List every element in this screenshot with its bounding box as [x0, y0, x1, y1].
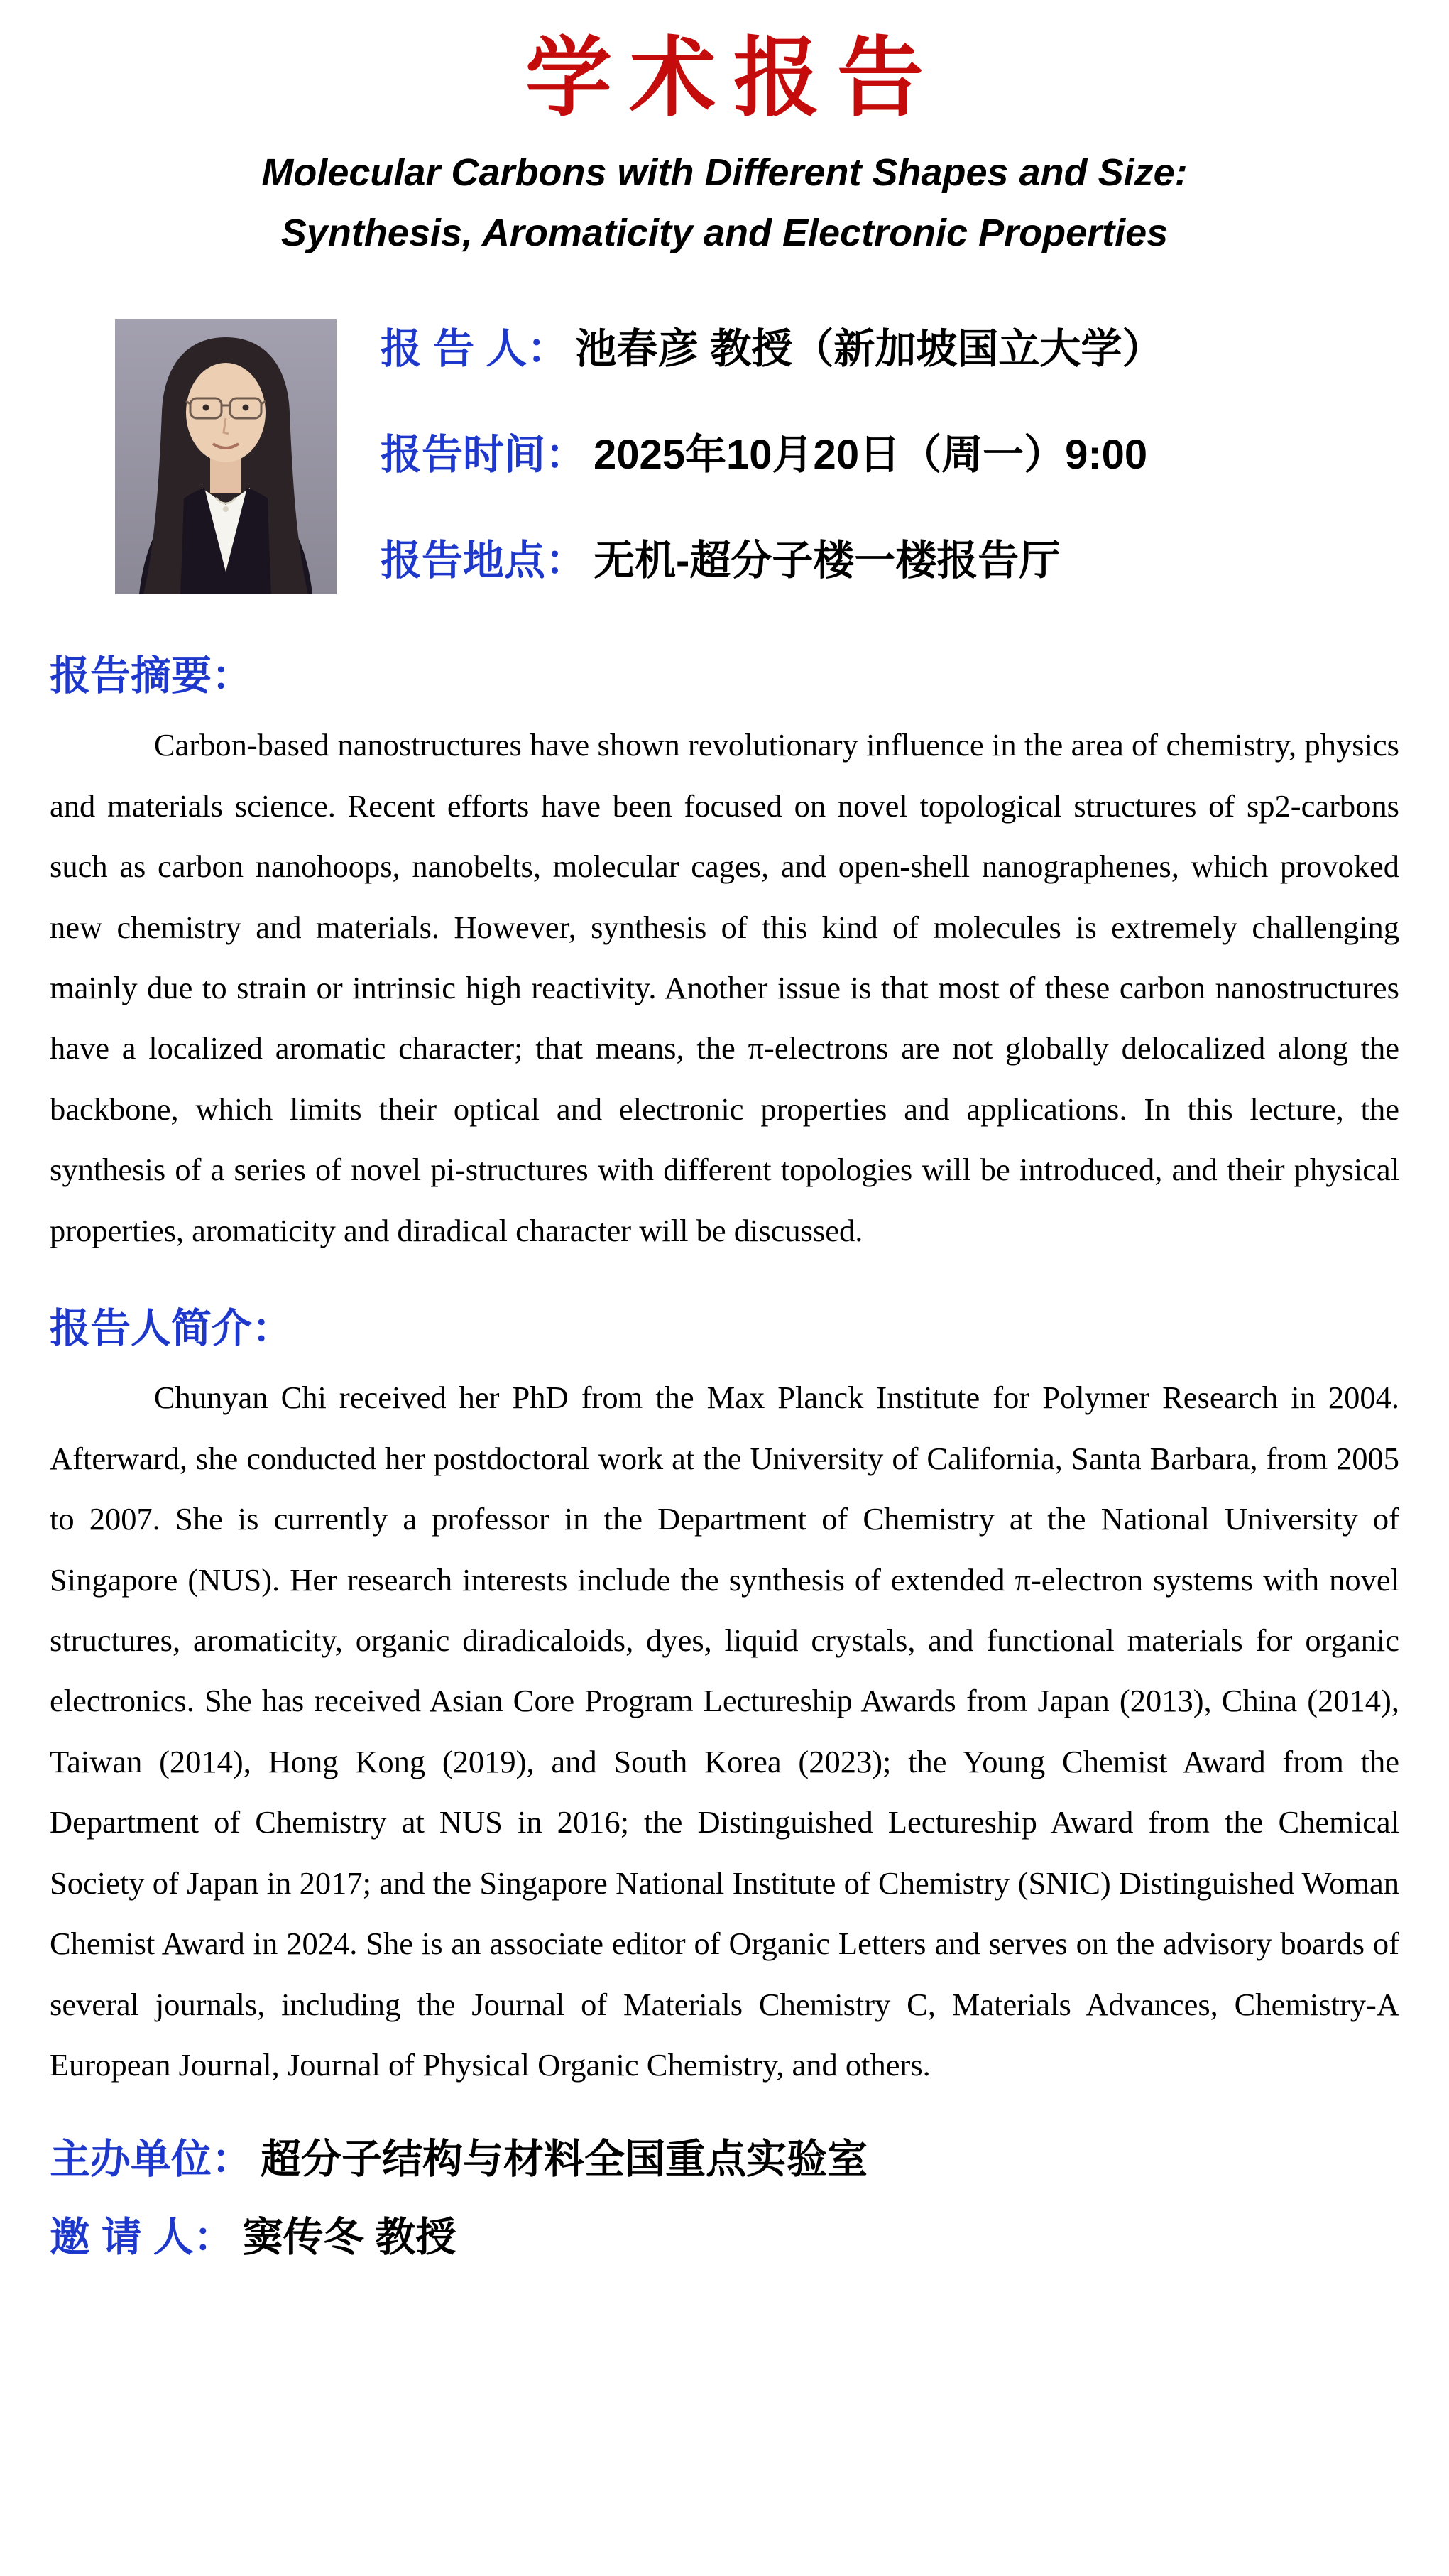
bio-heading: 报告人简介：: [50, 1306, 292, 1352]
speaker-info-rows: [381, 319, 1163, 594]
location-row: [381, 535, 1163, 587]
bio-text: Chunyan Chi received her PhD from the Max Planck Institute for Polymer Research in 2004. Afterward, she conducted her postdoctoral work at the University of California, Santa Barbara, from 2005 to 2007. She is currently a professor in the Department of Chemistry at the National University of Singapore (NUS). Her research interests include the synthesis of extended π-electron systems with novel structures, aromaticity, organic diradicaloids, dyes, liquid crystals, and functional materials for organic electronics. She has received Asian Core Program Lectureship Awards from Japan (2013), China (2014), Taiwan (2014), Hong Kong (2019), and South Korea (2023); the Young Chemist Award from the Department of Chemistry at NUS in 2016; the Distinguished Lectureship Award from the Chemical Society of Japan in 2017; and the Singapore National Institute of Chemistry (SNIC) Distinguished Woman Chemist Award in 2024. She is an associate editor of Organic Letters and serves on the advisory boards of several journals, including the Journal of Materials Chemistry C, Materials Advances, Chemistry-A European Journal, Journal of Physical Organic Chemistry, and others.: [50, 1380, 1399, 2083]
inviter-row: [50, 2211, 1399, 2264]
speaker-photo: [115, 319, 337, 594]
footer-section: [50, 2133, 1399, 2264]
speaker-info-section: [50, 319, 1399, 594]
abstract-heading: 报告摘要：: [50, 653, 252, 699]
organizer-value: 超分子结构与材料全国重点实验室: [261, 2136, 868, 2182]
subtitle-line-2: Synthesis, Aromaticity and Electronic Properties: [280, 211, 1169, 254]
page-title: 学术报告: [525, 30, 941, 126]
time-row: [381, 429, 1163, 481]
speaker-label: 报 告 人：: [381, 326, 569, 373]
time-value: 2025年10月20日（周一）9:00: [594, 432, 1148, 478]
subtitle-line-1: Molecular Carbons with Different Shapes and Size:: [261, 151, 1188, 194]
abstract-text: Carbon-based nanostructures have shown revolutionary influence in the area of chemistry, physics and materials science. Recent efforts have been focused on novel topological structures of sp2-carbons such as carbon nanohoops, nanobelts, molecular cages, and open-shell nanographenes, which provoked new chemistry and materials. However, synthesis of this kind of molecules is extremely challenging mainly due to strain or intrinsic high reactivity. Another issue is that most of these carbon nanostructures have a localized aromatic character; that means, the π-electrons are not globally delocalized along the backbone, which limits their optical and electronic properties and applications. In this lecture, the synthesis of a series of novel pi-structures with different topologies will be introduced, and their physical properties, aromaticity and diradical character will be discussed.: [50, 727, 1399, 1248]
organizer-row: [50, 2133, 1399, 2185]
time-label: 报告时间：: [381, 432, 587, 478]
speaker-value: 池春彦 教授（新加坡国立大学）: [575, 326, 1164, 373]
location-value: 无机-超分子楼一楼报告厅: [594, 537, 1061, 584]
speaker-row: [381, 323, 1163, 376]
inviter-value: 窦传冬 教授: [242, 2214, 456, 2260]
lecture-subtitle: [50, 143, 1399, 264]
inviter-label: 邀 请 人：: [50, 2214, 234, 2260]
location-label: 报告地点：: [381, 537, 587, 584]
eye-left: [203, 405, 209, 411]
organizer-label: 主办单位：: [50, 2136, 252, 2182]
necklace-pendant: [223, 506, 229, 512]
eye-right: [243, 405, 249, 411]
speaker-portrait-illustration: [115, 319, 337, 594]
